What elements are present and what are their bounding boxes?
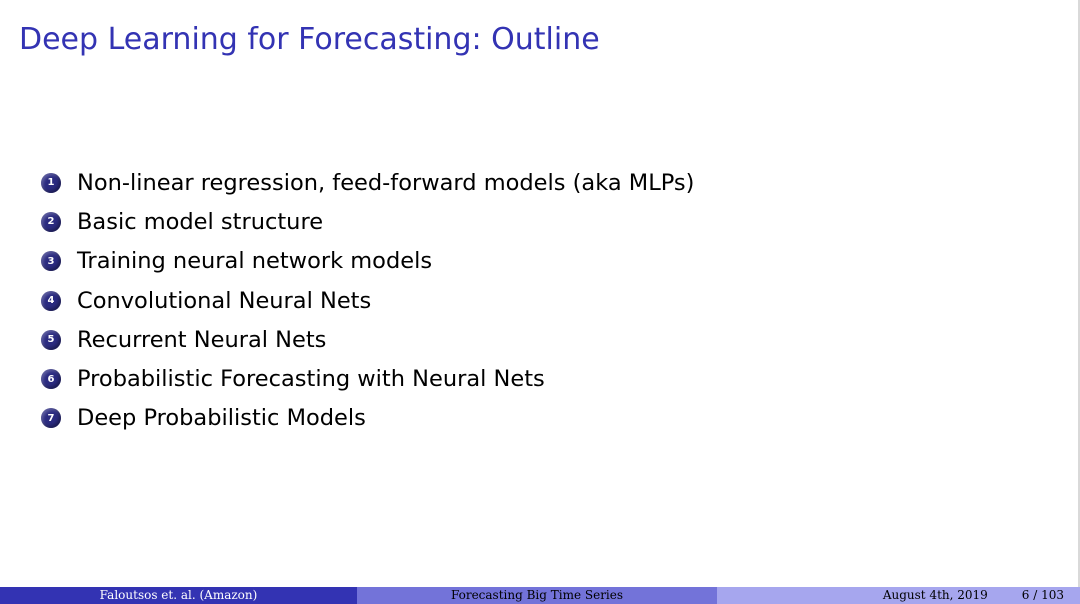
outline-item-text: Probabilistic Forecasting with Neural Nets xyxy=(77,366,545,393)
outline-item xyxy=(41,281,694,320)
number-badge-icon: 7 xyxy=(41,408,61,428)
outline-item-text: Recurrent Neural Nets xyxy=(77,326,327,353)
number-badge-icon: 1 xyxy=(41,173,61,193)
outline-item-text: Convolutional Neural Nets xyxy=(77,287,372,314)
outline-item-text: Non-linear regression, feed-forward models (aka MLPs) xyxy=(77,169,695,196)
outline-item xyxy=(41,163,694,202)
number-badge-icon: 6 xyxy=(41,369,61,389)
number-badge-icon: 3 xyxy=(41,251,61,271)
outline-item xyxy=(41,202,694,241)
outline-item-text: Training neural network models xyxy=(77,248,433,275)
outline-list xyxy=(41,163,694,438)
outline-item-text: Basic model structure xyxy=(77,208,324,235)
footer-author: Faloutsos et. al. (Amazon) xyxy=(0,587,357,604)
number-badge-icon: 2 xyxy=(41,212,61,232)
outline-item xyxy=(41,320,694,359)
number-badge-icon: 4 xyxy=(41,291,61,311)
slide-title: Deep Learning for Forecasting: Outline xyxy=(19,22,600,57)
footer-date: August 4th, 2019 xyxy=(882,588,988,602)
footer-meta xyxy=(717,587,1080,604)
footer-page-number: 6 / 103 xyxy=(1021,588,1064,602)
outline-item xyxy=(41,399,694,438)
outline-item-text: Deep Probabilistic Models xyxy=(77,405,366,432)
footer-bar xyxy=(0,587,1080,604)
footer-talk-title: Forecasting Big Time Series xyxy=(357,587,717,604)
outline-item xyxy=(41,242,694,281)
outline-item xyxy=(41,359,694,398)
number-badge-icon: 5 xyxy=(41,330,61,350)
